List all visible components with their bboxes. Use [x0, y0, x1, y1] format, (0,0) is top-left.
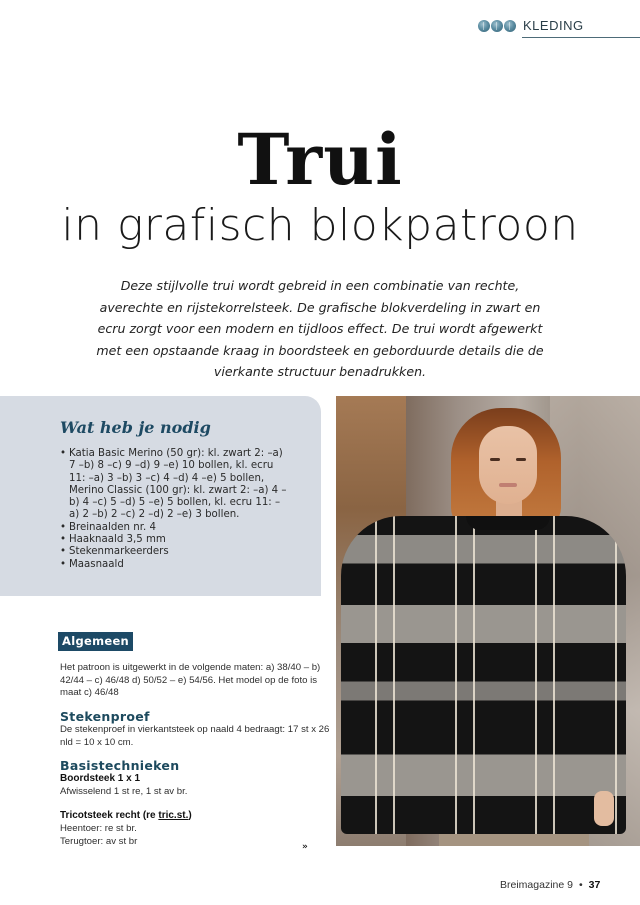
page-title: Trui — [237, 118, 403, 201]
stockinette-heading: Tricotsteek recht (re tric.st.) — [60, 810, 192, 821]
list-item: • Stekenmarkeerders — [60, 546, 290, 558]
page-subtitle: in grafisch blokpatroon — [61, 200, 579, 251]
yarn-ball-icon — [478, 20, 490, 32]
list-item: • Haaknaald 3,5 mm — [60, 534, 290, 546]
model-face — [479, 426, 537, 504]
stockinette-row-2: Terugtoer: av st br — [60, 836, 138, 847]
abbreviation: tric.st. — [158, 810, 189, 821]
gauge-heading: Stekenproef — [60, 709, 150, 724]
materials-list — [60, 448, 290, 571]
list-item: • Breinaalden nr. 4 — [60, 522, 290, 534]
general-text: Het patroon is uitgewerkt in de volgende maten: a) 38/40 – b) 42/44 – c) 46/48 d) 50/52 – e) 54/56. Het model op de foto is maat c) 46/48 — [60, 662, 321, 699]
model-lips — [499, 483, 517, 487]
trousers — [439, 834, 589, 846]
magazine-name: Breimagazine 9 — [500, 879, 573, 891]
general-badge: Algemeen — [58, 632, 133, 651]
techniques-heading: Basistechnieken — [60, 758, 180, 773]
sweater-collar — [466, 516, 550, 530]
model-hand — [594, 791, 614, 826]
section-label: KLEDING — [523, 18, 584, 33]
list-item: • Maasnaald — [60, 559, 290, 571]
stockinette-row-1: Heentoer: re st br. — [60, 823, 137, 834]
header-rule — [522, 37, 640, 38]
continue-marker: » — [302, 842, 308, 852]
section-tag — [478, 18, 584, 33]
gauge-text: De stekenproef in vierkantsteek op naald 4 bedraagt: 17 st x 26 nld = 10 x 10 cm. — [60, 724, 330, 748]
rib-text: Afwisselend 1 st re, 1 st av br. — [60, 786, 188, 797]
materials-heading: Wat heb je nodig — [60, 418, 211, 437]
page-footer — [500, 879, 600, 891]
rib-heading: Boordsteek 1 x 1 — [60, 773, 141, 784]
yarn-ball-icon — [491, 20, 503, 32]
model-eyes — [490, 458, 526, 461]
yarn-ball-icon — [504, 20, 516, 32]
footer-separator: • — [578, 879, 583, 891]
list-item: • Katia Basic Merino (50 gr): kl. zwart 2: –a) 7 –b) 8 –c) 9 –d) 9 –e) 10 bollen, kl. ecru 11: –a) 3 –b) 3 –c) 4 –d) 4 –e) 5 bollen, Merino Classic (100 gr): kl. zwart 2: –a) 4 –b) 4 –c) 5 –d) 5 –e) 5 bollen, kl. ecru 11: –a) 2 –b) 2 –c) 2 –d) 2 –e) 3 bollen. — [60, 448, 290, 522]
materials-panel — [0, 396, 321, 596]
block-pattern-sweater — [341, 516, 626, 834]
intro-paragraph: Deze stijlvolle trui wordt gebreid in een combinatie van rechte, averechte en rijstekorrelsteek. De grafische blokverdeling in zwart en ecru zorgt voor een modern en tijdloos effect. De trui wordt afgewerkt met een opstaande kraag in boordsteek en geborduurde details die de vierkante structuur benadrukken. — [96, 278, 544, 379]
model-photo — [336, 396, 640, 846]
page-number: 37 — [588, 879, 601, 891]
yarn-balls-icon — [478, 20, 516, 32]
